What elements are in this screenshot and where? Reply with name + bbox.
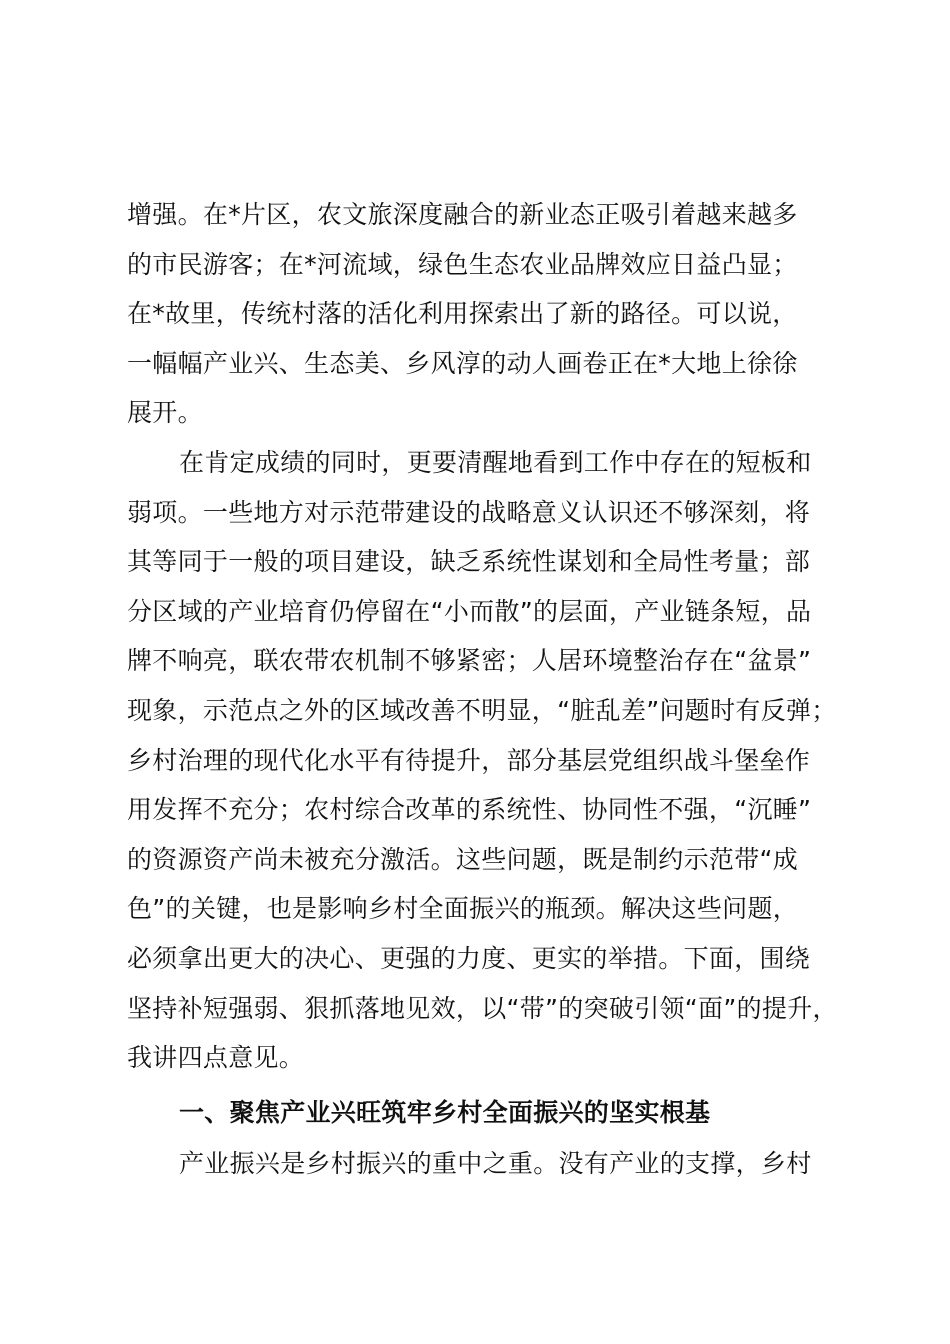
text-line: 用发挥不充分；农村综合改革的系统性、协同性不强，“沉睡”: [127, 795, 812, 825]
text-line: 坚持补短强弱、狠抓落地见效，以“带”的突破引领“面”的提升，: [127, 993, 838, 1023]
text-line: 的市民游客；在*河流域，绿色生态农业品牌效应日益凸显；: [127, 249, 798, 279]
text-line: 其等同于一般的项目建设，缺乏系统性谋划和全局性考量；部: [127, 547, 811, 577]
section-heading: 一、聚焦产业兴旺筑牢乡村全面振兴的坚实根基: [179, 1097, 711, 1127]
text-line: 在*故里，传统村落的活化利用探索出了新的路径。可以说，: [127, 299, 798, 329]
text-line: 色”的关键，也是影响乡村全面振兴的瓶颈。解决这些问题，: [127, 894, 799, 924]
text-line: 必须拿出更大的决心、更强的力度、更实的举措。下面，围绕: [127, 943, 811, 973]
document-body: [127, 190, 838, 1188]
text-line: 牌不响亮，联农带农机制不够紧密；人居环境整治存在“盆景”: [127, 646, 812, 676]
text-line: 展开。: [127, 398, 203, 428]
text-line: 分区域的产业培育仍停留在“小而散”的层面，产业链条短，品: [127, 596, 812, 626]
paragraph-shortcomings: [127, 438, 838, 1083]
text-line: 我讲四点意见。: [127, 1043, 305, 1073]
text-line: 弱项。一些地方对示范带建设的战略意义认识还不够深刻，将: [127, 497, 811, 527]
paragraph-intro-continued: [127, 190, 827, 438]
text-line: 在肯定成绩的同时，更要清醒地看到工作中存在的短板和: [179, 447, 812, 477]
text-line: 乡村治理的现代化水平有待提升，部分基层党组织战斗堡垒作: [127, 745, 811, 775]
text-line: 增强。在*片区，农文旅深度融合的新业态正吸引着越来越多: [127, 200, 798, 229]
paragraph-section-one: [127, 1139, 827, 1189]
text-line: 一幅幅产业兴、生态美、乡风淳的动人画卷正在*大地上徐徐: [127, 348, 798, 378]
text-line: 的资源资产尚未被充分激活。这些问题，既是制约示范带“成: [127, 844, 799, 874]
text-line: 产业振兴是乡村振兴的重中之重。没有产业的支撑，乡村: [179, 1148, 812, 1178]
text-line: 现象，示范点之外的区域改善不明显，“脏乱差”问题时有反弹；: [127, 695, 837, 725]
